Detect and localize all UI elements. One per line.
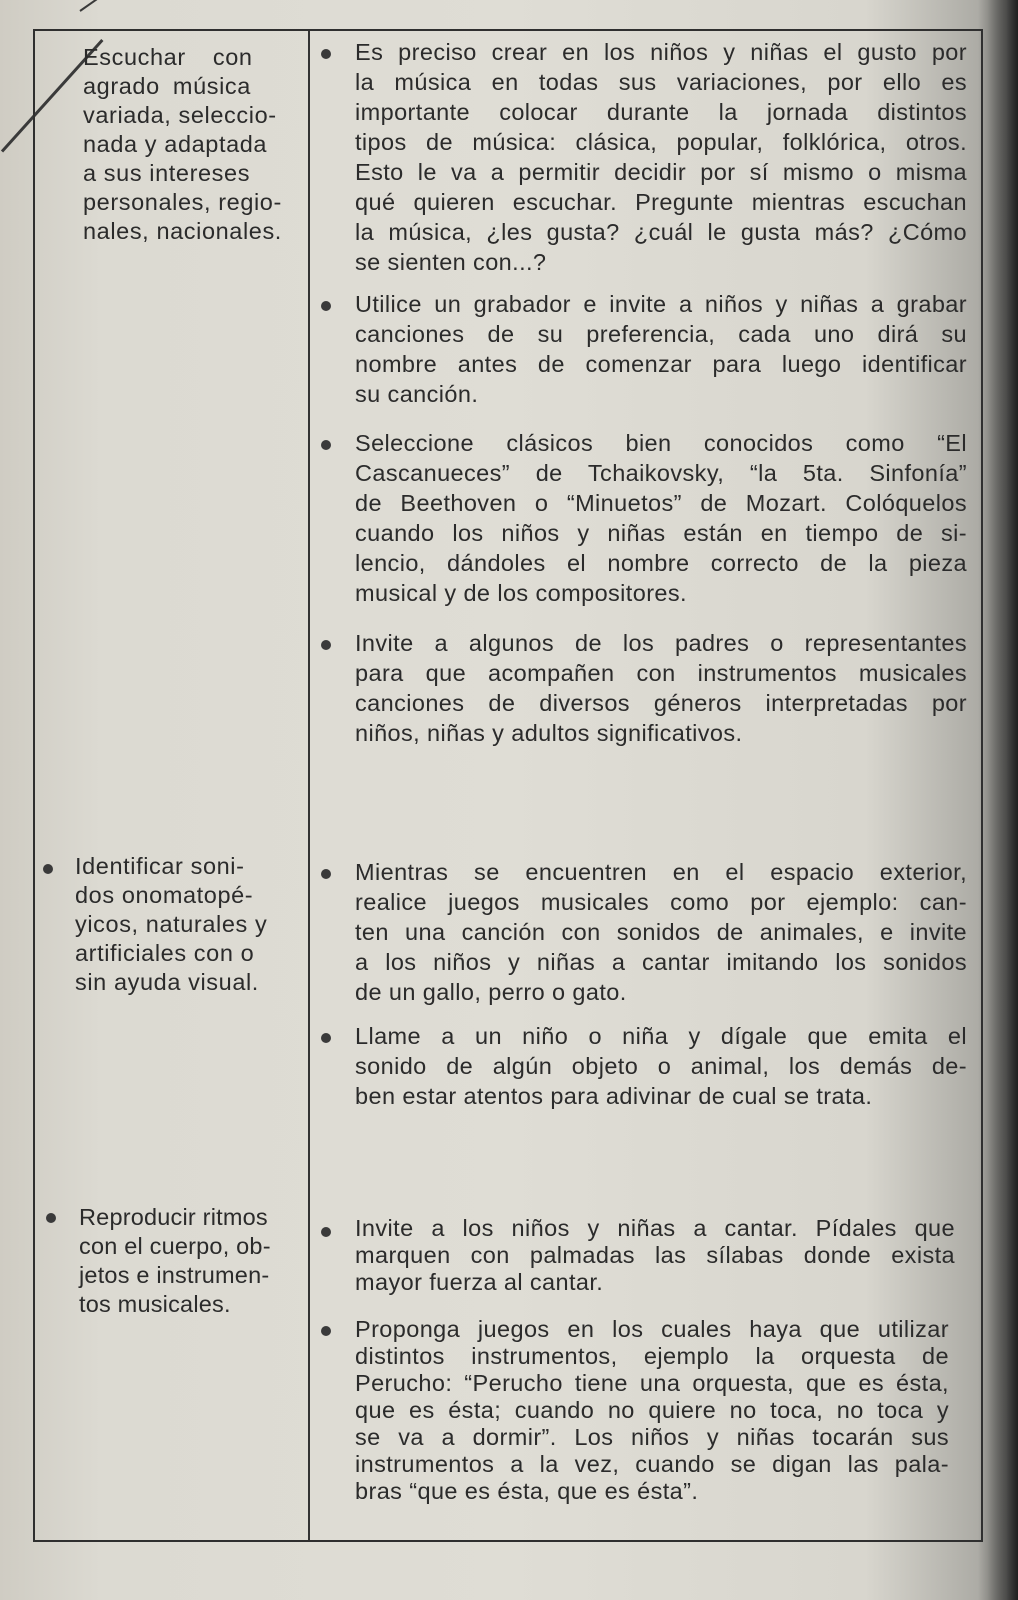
activity-line: cuando los niños y niñas están en tiempo de si-: [355, 520, 967, 546]
activity-line: qué quieren escuchar. Pregunte mientras escuchan: [355, 189, 967, 215]
objective-line: Reproducir ritmos: [79, 1204, 268, 1230]
objective-line: Identificar soni-: [75, 853, 245, 879]
activity-line: bras “que es ésta, que es ésta”.: [355, 1478, 699, 1504]
activity-line: se va a dormir”. Los niños y niñas tocarán sus: [355, 1424, 949, 1450]
activity-line: Llame a un niño o niña y dígale que emita el: [355, 1023, 967, 1049]
activity-line: canciones de su preferencia, cada uno dirá su: [355, 321, 967, 347]
objective-line: sin ayuda visual.: [75, 969, 259, 995]
activity-line: lencio, dándoles el nombre correcto de la pieza: [355, 550, 967, 576]
objective-line: jetos e instrumen-: [79, 1262, 270, 1288]
activity-line: nombre antes de comenzar para luego identificar: [355, 351, 967, 377]
bullet-icon: [43, 864, 53, 874]
activity-line: Mientras se encuentren en el espacio exterior,: [355, 859, 967, 885]
activity-line: se sienten con...?: [355, 249, 547, 275]
objective-cell: [83, 43, 303, 246]
activity-line: sonido de algún objeto o animal, los demás de-: [355, 1053, 967, 1079]
objective-line: con el cuerpo, ob-: [79, 1233, 271, 1259]
objective-line: personales, regio-: [83, 189, 282, 215]
activity-line: Proponga juegos en los cuales haya que utilizar: [355, 1316, 949, 1342]
bullet-icon: [321, 1033, 331, 1043]
activity-line: a los niños y niñas a cantar imitando los sonidos: [355, 949, 967, 975]
activity-line: importante colocar durante la jornada distintos: [355, 99, 967, 125]
activity-line: tipos de música: clásica, popular, folklórica, otros.: [355, 129, 967, 155]
activity-line: canciones de diversos géneros interpretadas por: [355, 690, 967, 716]
page-gutter-shadow: [978, 0, 1018, 1600]
objective-line: agrado música: [83, 73, 251, 99]
bullet-icon: [321, 301, 331, 311]
bullet-icon: [321, 49, 331, 59]
activity-line: que es ésta; cuando no quiere no toca, no toca y: [355, 1397, 949, 1423]
activity-line: ten una canción con sonidos de animales, e invite: [355, 919, 967, 945]
activity-line: de Beethoven o “Minuetos” de Mozart. Colóquelos: [355, 490, 967, 516]
column-divider: [308, 31, 310, 1540]
activity-line: Invite a los niños y niñas a cantar. Pídales que: [355, 1215, 955, 1241]
bullet-icon: [321, 640, 331, 650]
activity-line: marquen con palmadas las sílabas donde exista: [355, 1242, 955, 1268]
activity-line: Cascanueces” de Tchaikovsky, “la 5ta. Sinfonía”: [355, 460, 967, 486]
bullet-icon: [321, 1227, 331, 1237]
activity-line: instrumentos a la vez, cuando se digan las pala-: [355, 1451, 949, 1477]
activity-line: Es preciso crear en los niños y niñas el gusto por: [355, 39, 967, 65]
objective-line: variada, seleccio-: [83, 102, 277, 128]
activity-line: distintos instrumentos, ejemplo la orquesta de: [355, 1343, 949, 1369]
activity-line: realice juegos musicales como por ejemplo: can-: [355, 889, 967, 915]
activity-line: Seleccione clásicos bien conocidos como “El: [355, 430, 967, 456]
activity-line: de un gallo, perro o gato.: [355, 979, 627, 1005]
activity-line: ben estar atentos para adivinar de cual se trata.: [355, 1083, 873, 1109]
bullet-icon: [321, 1326, 331, 1336]
activity-line: mayor fuerza al cantar.: [355, 1269, 604, 1295]
activity-line: la música en todas sus variaciones, por ello es: [355, 69, 967, 95]
activity-line: su canción.: [355, 381, 479, 407]
bullet-icon: [321, 440, 331, 450]
activity-line: musical y de los compositores.: [355, 580, 687, 606]
activity-line: la música, ¿les gusta? ¿cuál le gusta más? ¿Cómo: [355, 219, 967, 245]
objective-line: yicos, naturales y: [75, 911, 268, 937]
objective-line: artificiales con o: [75, 940, 255, 966]
objective-line: a sus intereses: [83, 160, 251, 186]
objective-line: tos musicales.: [79, 1291, 231, 1317]
bullet-icon: [46, 1213, 56, 1223]
activities-table: [33, 29, 983, 1542]
objective-cell: [75, 852, 305, 997]
activity-line: niños, niñas y adultos significativos.: [355, 720, 743, 746]
activity-line: Esto le va a permitir decidir por sí mismo o misma: [355, 159, 967, 185]
objective-line: nales, nacionales.: [83, 218, 282, 244]
objective-cell: [79, 1203, 305, 1319]
objective-line: dos onomatopé-: [75, 882, 254, 908]
bullet-icon: [321, 869, 331, 879]
objective-line: Escuchar con: [83, 44, 253, 70]
activity-line: para que acompañen con instrumentos musicales: [355, 660, 967, 686]
activity-line: Perucho: “Perucho tiene una orquesta, que es ésta,: [355, 1370, 949, 1396]
pencil-stroke: [79, 0, 129, 12]
activity-line: Utilice un grabador e invite a niños y niñas a grabar: [355, 291, 967, 317]
objective-line: nada y adaptada: [83, 131, 268, 157]
activity-line: Invite a algunos de los padres o representantes: [355, 630, 967, 656]
